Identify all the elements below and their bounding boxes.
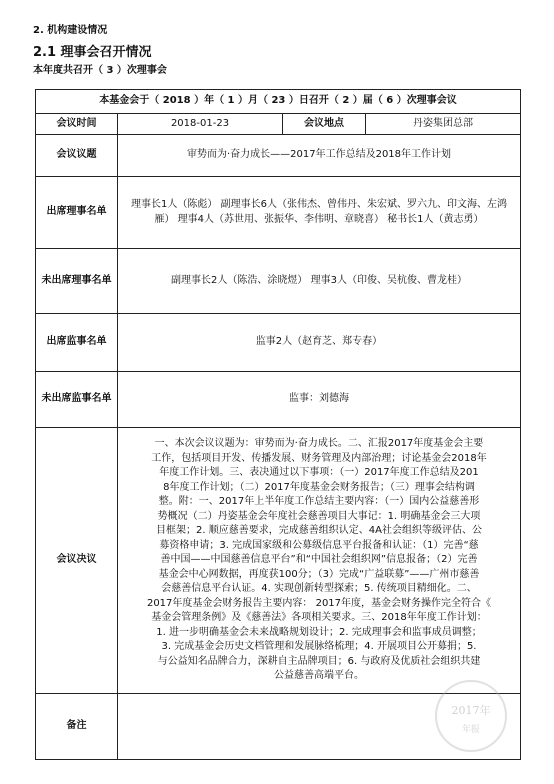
absent-directors-value: 副理事长2人（陈浩、涂晓煜） 理事3人（印俊、吴杭俊、曹龙桂） [118, 249, 521, 314]
topic-label: 会议议题 [36, 135, 118, 177]
decision-line: 工作，包括项目开发、传播发展、财务管理及内部治理；讨论基金会2018年 [151, 452, 487, 464]
present-directors-label: 出席理事名单 [36, 177, 118, 249]
time-value: 2018-01-23 [118, 114, 283, 135]
table-title-row [36, 90, 521, 114]
decision-line: 善中国——中国慈善信息平台”和“中国社会组织网”信息报备；（2）完善 [160, 554, 478, 566]
topic-value: 审势而为·奋力成长——2017年工作总结及2018年工作计划 [118, 135, 521, 177]
table-row [36, 372, 521, 428]
decision-line: 基金会管理条例》及《慈善法》各项相关要求。三、2018年年度工作计划： [151, 612, 487, 624]
present-supervisors-label: 出席监事名单 [36, 314, 118, 372]
table-row [36, 177, 521, 249]
table-row [36, 249, 521, 314]
decision-line: 势概况（二）丹姿基金会年度社会慈善项目大事记：1. 明确基金会三大项 [157, 510, 481, 522]
decision-line: 1. 进一步明确基金会未来战略规划设计；2. 完成理事会和监事成员调整； [156, 626, 482, 638]
section-heading: 2. 机构建设情况 [33, 25, 108, 36]
present-directors-value: 理事长1人（陈彪） 副理事长6人（张伟杰、曾伟丹、朱宏斌、罗六九、印文海、左鸿雁） 理事4人（苏世用、张振华、李伟明、章晓喜） 秘书长1人（黄志勇） [118, 177, 521, 249]
table-row [36, 114, 521, 135]
decision-line: 3. 完成基金会历史文档管理和发展脉络梳理；4. 开展项目公开募捐；5. [161, 641, 477, 653]
decision-line: 2017年度基金会财务报告主要内容： 2017年度，基金会财务操作完全符合《 [146, 597, 492, 609]
absent-supervisors-label: 未出席监事名单 [36, 372, 118, 428]
decision-line: 8年度工作计划；（二）2017年度基金会财务报告；（三）理事会结构调 [163, 481, 475, 493]
time-label: 会议时间 [36, 114, 118, 135]
decision-line: 整。附：一、2017年上半年度工作总结主要内容：（一）国内公益慈善形 [158, 496, 480, 508]
decision-line: 公益慈善高端平台。 [274, 670, 364, 682]
subsection-heading: 2.1 理事会召开情况 [33, 45, 152, 60]
table-row [36, 135, 521, 177]
place-value: 丹姿集团总部 [366, 114, 521, 135]
present-supervisors-value: 监事2人（赵育芝、郑专春） [118, 314, 521, 372]
decision-line: 目框架；2. 顺应慈善要求，完成慈善组织认定、4A社会组织等级评估、公 [156, 525, 482, 537]
table-row [36, 428, 521, 694]
decision-line: 募资格申请；3. 完成国家级和公募级信息平台报备和认证：（1）完善“慈 [159, 539, 479, 551]
decision-line: 基金会中心网数据，再度获100分；（3）完成“广益联募”——广州市慈善 [158, 568, 480, 580]
meeting-title: 本基金会于（ 2018 ）年（ 1 ）月（ 23 ）日召开（ 2 ）届（ 6 ）次理事会议 [36, 90, 521, 114]
decision-content [118, 428, 521, 694]
remarks-label: 备注 [36, 694, 118, 760]
meeting-count-summary: 本年度共召开（ 3 ）次理事会 [33, 65, 167, 76]
board-meeting-table [35, 89, 521, 760]
absent-directors-label: 未出席理事名单 [36, 249, 118, 314]
decision-line: 会慈善信息平台认证。4. 实现创新转型探索；5. 传统项目精细化。二、 [161, 583, 477, 595]
absent-supervisors-value: 监事：刘德海 [118, 372, 521, 428]
decision-line: 一、本次会议议题为：审势而为·奋力成长。二、汇报2017年度基金会主要 [154, 438, 484, 450]
seal-sub-text: 年报 [461, 725, 480, 735]
table-row [36, 314, 521, 372]
place-label: 会议地点 [283, 114, 366, 135]
annual-report-seal [435, 680, 507, 752]
decision-line: 与公益知名品牌合力，深耕自主品牌项目；6. 与政府及优质社会组织共建 [157, 655, 481, 667]
decision-label: 会议决议 [36, 428, 118, 694]
seal-year-text: 2017年 [451, 704, 491, 717]
decision-line: 年度工作计划。三、表决通过以下事项：（一）2017年度工作总结及201 [159, 467, 479, 479]
